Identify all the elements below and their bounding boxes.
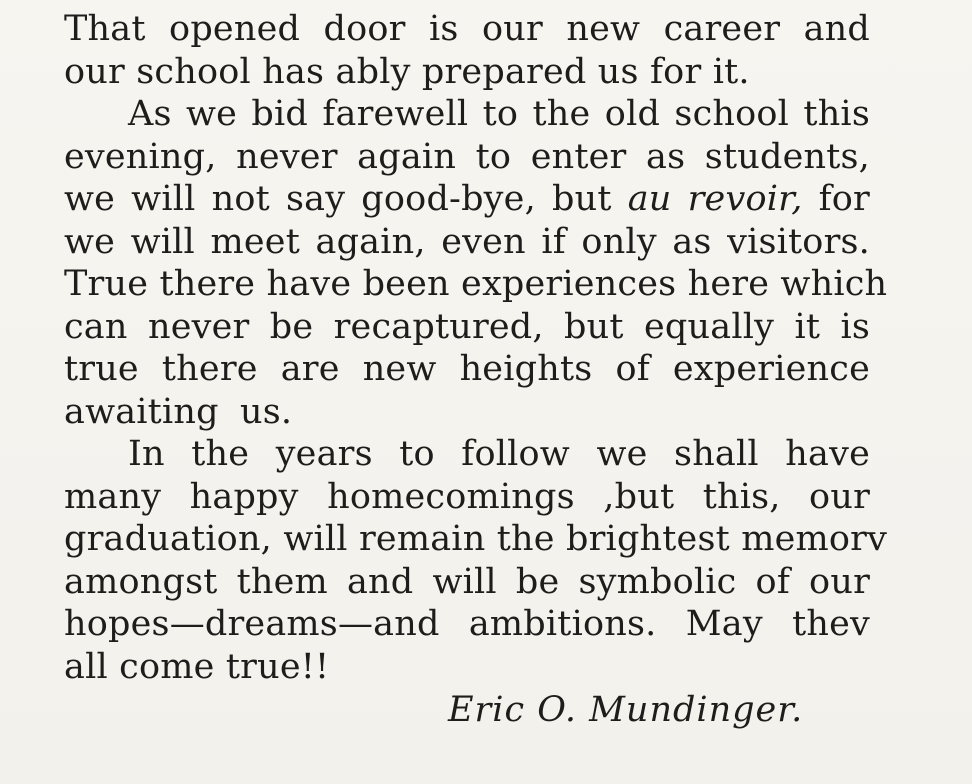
paragraph-2-line-4: we will meet again, even if only as visitors. [64, 221, 870, 262]
paragraph-2-line-1: As we bid farewell to the old school this [128, 94, 870, 134]
paragraph-3-line-5: hopes—dreams—and ambitions. May thev [64, 604, 870, 644]
paragraph-1-line-2: our school has ably prepared us for it. [64, 51, 750, 92]
paragraph-2-line-2: evening, never again to enter as students, [64, 136, 870, 177]
paragraph-1-line-1: That opened door is our new career and [64, 9, 870, 49]
paragraph-2-line-3-end: for [802, 179, 870, 219]
paragraph-3-line-3: graduation, will remain the brightest memorv [64, 519, 888, 559]
paragraph-2-line-8: awaiting us. [64, 391, 293, 432]
author-signature: Eric O. Mundinger. [448, 690, 804, 730]
paragraph-2-line-3-start: we will not say good-bye, but [64, 179, 628, 219]
paragraph-2-line-3 [64, 178, 870, 221]
paragraph-3-line-1: In the years to follow we shall have [128, 434, 870, 474]
paragraph-2-line-7: true there are new heights of experience [64, 349, 870, 389]
paragraph-3-line-4: amongst them and will be symbolic of our [64, 561, 870, 602]
paragraph-2-line-6: can never be recaptured, but equally it is [64, 306, 870, 347]
body-text [64, 8, 888, 688]
paragraph-2-line-5: True there have been experiences here which [64, 264, 888, 304]
au-revoir-italic-text: au revoir, [627, 179, 803, 219]
paragraph-3-line-2: many happy homecomings ,but this, our [64, 476, 870, 517]
paragraph-3-line-6: all come true!! [64, 646, 330, 687]
